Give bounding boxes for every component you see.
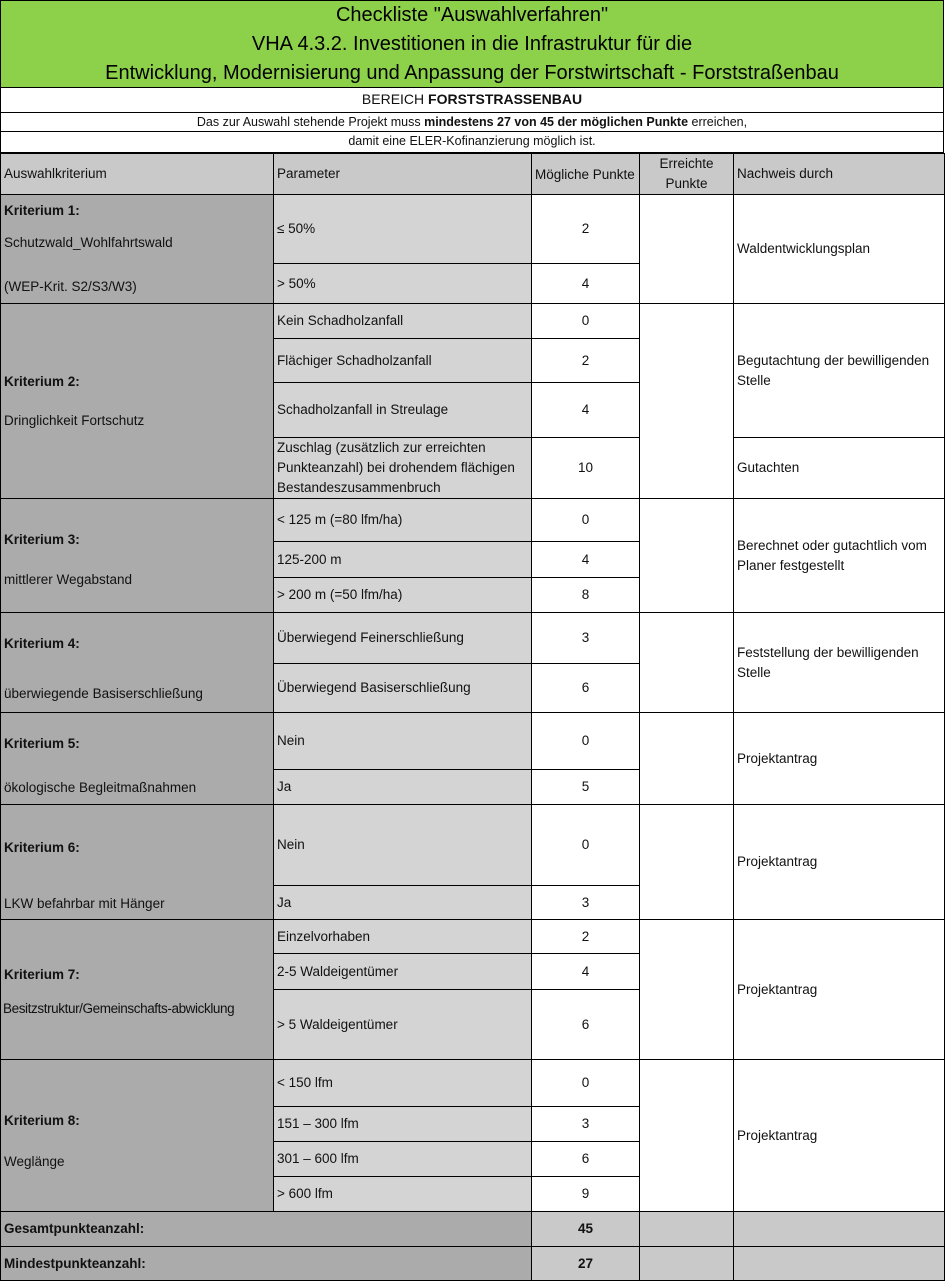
criterion-sublabel: (WEP-Krit. S2/S3/W3) [4,279,137,294]
intro-part-2: erreichen, [688,115,748,129]
parameter-cell: > 50% [274,264,532,304]
points-cell: 8 [532,578,640,613]
points-cell: 5 [532,770,640,805]
title-banner [0,0,944,88]
evidence-cell: Berechnet oder gutachtlich vom Planer festgestellt [734,499,945,613]
achieved-points-cell[interactable] [640,920,734,1060]
evidence-cell: Feststellung der bewilligenden Stelle [734,613,945,713]
criterion-3 [1,499,274,613]
points-cell: 4 [532,264,640,304]
evidence-cell: Projektantrag [734,1060,945,1212]
evidence-cell: Projektantrag [734,805,945,920]
intro-part-1: Das zur Auswahl stehende Projekt muss [196,115,425,129]
criterion-label: LKW befahrbar mit Hänger [4,896,165,911]
achieved-points-cell[interactable] [640,805,734,920]
table-row [1,713,945,770]
bereich-prefix: BEREICH [361,91,429,107]
points-cell: 0 [532,304,640,339]
criterion-1 [1,195,274,304]
header-row [1,154,945,195]
parameter-cell: Zuschlag (zusätzlich zur erreichten Punkteanzahl) bei drohendem flächigen Bestandeszusammenbruch [274,438,532,499]
points-cell: 2 [532,339,640,383]
parameter-cell: Schadholzanfall in Streulage [274,383,532,438]
header-parameter: Parameter [274,154,532,195]
criterion-name: Kriterium 3: [4,531,80,547]
header-erreichte: Erreichte Punkte [640,154,734,195]
points-cell: 2 [532,920,640,954]
achieved-points-cell[interactable] [640,713,734,805]
criterion-label: mittlerer Wegabstand [4,571,133,587]
parameter-cell: Überwiegend Basiserschließung [274,664,532,713]
points-cell: 6 [532,664,640,713]
achieved-points-cell[interactable] [640,195,734,304]
criterion-label: Besitzstruktur/Gemeinschafts-abwicklung [3,1000,235,1016]
points-cell: 0 [532,499,640,542]
parameter-cell: Kein Schadholzanfall [274,304,532,339]
table-row [1,805,945,886]
total-label: Gesamtpunkteanzahl: [1,1212,532,1247]
criteria-table [0,153,945,1281]
criterion-4 [1,613,274,713]
criterion-name: Kriterium 5: [4,736,80,751]
evidence-cell: Waldentwicklungsplan [734,195,945,304]
points-cell: 3 [532,613,640,664]
header-nachweis: Nachweis durch [734,154,945,195]
title-line-2: VHA 4.3.2. Investitionen in die Infrastruktur für die [251,33,693,55]
achieved-points-cell[interactable] [640,304,734,499]
points-cell: 10 [532,438,640,499]
evidence-cell: Projektantrag [734,713,945,805]
header-kriterium: Auswahlkriterium [1,154,274,195]
criterion-label: Weglänge [4,1154,65,1169]
points-cell: 0 [532,713,640,770]
evidence-cell: Begutachtung der bewilligenden Stelle [734,304,945,438]
criterion-name: Kriterium 1: [4,203,80,218]
header-moegliche: Mögliche Punkte [532,154,640,195]
intro-line-2: damit eine ELER-Kofinanzierung möglich ist. [348,134,596,148]
criterion-name: Kriterium 7: [4,966,80,982]
criterion-5 [1,713,274,805]
points-cell: 6 [532,990,640,1060]
minimum-evidence-cell [734,1247,945,1281]
bereich-name: FORSTSTRASSENBAU [428,91,583,107]
total-row [1,1212,945,1247]
parameter-cell: Einzelvorhaben [274,920,532,954]
parameter-cell: ≤ 50% [274,195,532,264]
table-row [1,1060,945,1107]
points-cell: 2 [532,195,640,264]
achieved-points-cell[interactable] [640,613,734,713]
criterion-name: Kriterium 8: [4,1113,80,1128]
points-cell: 0 [532,1060,640,1107]
parameter-cell: Überwiegend Feinerschließung [274,613,532,664]
parameter-cell: 301 – 600 lfm [274,1142,532,1177]
total-evidence-cell [734,1212,945,1247]
points-cell: 3 [532,1107,640,1142]
parameter-cell: Ja [274,886,532,920]
criterion-label: ökologische Begleitmaßnahmen [4,780,197,795]
parameter-cell: 2-5 Waldeigentümer [274,954,532,990]
points-cell: 9 [532,1177,640,1212]
evidence-cell: Projektantrag [734,920,945,1060]
parameter-cell: < 150 lfm [274,1060,532,1107]
parameter-cell: > 200 m (=50 lfm/ha) [274,578,532,613]
bereich-row [0,88,944,113]
table-row [1,195,945,264]
points-cell: 4 [532,542,640,578]
achieved-points-cell[interactable] [640,1060,734,1212]
intro-bold: mindestens 27 von 45 der möglichen Punkte [424,115,689,129]
title-line-3: Entwicklung, Modernisierung und Anpassung der Forstwirtschaft - Forststraßenbau [105,62,839,84]
parameter-cell: 125-200 m [274,542,532,578]
parameter-cell: Nein [274,713,532,770]
criterion-name: Kriterium 4: [4,635,80,651]
parameter-cell: Flächiger Schadholzanfall [274,339,532,383]
criterion-label: Dringlichkeit Fortschutz [4,412,145,428]
points-cell: 6 [532,1142,640,1177]
criterion-7 [1,920,274,1060]
criterion-2 [1,304,274,499]
criterion-label: Schutzwald_Wohlfahrtswald [4,235,173,250]
table-row [1,499,945,542]
minimum-achieved-cell[interactable] [640,1247,734,1281]
criterion-name: Kriterium 6: [4,840,80,855]
points-cell: 3 [532,886,640,920]
title-line-1: Checkliste "Auswahlverfahren" [335,4,609,26]
table-row [1,304,945,339]
minimum-label: Mindestpunkteanzahl: [1,1247,532,1281]
criterion-name: Kriterium 2: [4,373,80,389]
criterion-6 [1,805,274,920]
parameter-cell: 151 – 300 lfm [274,1107,532,1142]
parameter-cell: Ja [274,770,532,805]
intro-row-1 [0,113,944,132]
minimum-row [1,1247,945,1281]
total-value: 45 [532,1212,640,1247]
achieved-points-cell[interactable] [640,499,734,613]
evidence-cell: Gutachten [734,438,945,499]
points-cell: 0 [532,805,640,886]
points-cell: 4 [532,954,640,990]
total-achieved-cell[interactable] [640,1212,734,1247]
minimum-value: 27 [532,1247,640,1281]
parameter-cell: > 600 lfm [274,1177,532,1212]
intro-row-2 [0,132,944,153]
criterion-label: überwiegende Basiserschließung [4,685,203,701]
parameter-cell: > 5 Waldeigentümer [274,990,532,1060]
parameter-cell: Nein [274,805,532,886]
table-row [1,920,945,954]
parameter-cell: < 125 m (=80 lfm/ha) [274,499,532,542]
points-cell: 4 [532,383,640,438]
criterion-8 [1,1060,274,1212]
table-row [1,613,945,664]
